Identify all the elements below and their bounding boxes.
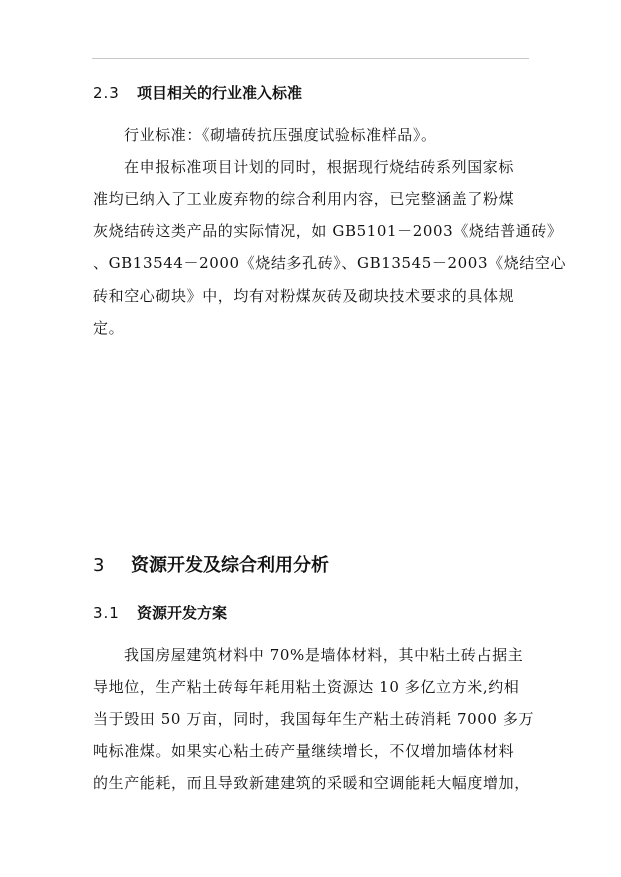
paragraph-line: 定。 — [93, 319, 125, 337]
chapter-3-number: 3 — [93, 555, 105, 576]
section-3-1-title: 资源开发方案 — [137, 604, 228, 622]
paragraph-line: 准均已纳入了工业废弃物的综合利用内容，已完整涵盖了粉煤 — [93, 190, 515, 208]
paragraph-line: 我国房屋建筑材料中 70%是墙体材料，其中粘土砖占据主 — [124, 646, 524, 664]
section-3-1-heading — [93, 602, 227, 623]
header-rule — [92, 58, 529, 59]
chapter-3-heading — [93, 551, 329, 577]
paragraph-line: 灰烧结砖这类产品的实际情况，如 GB5101－2003《烧结普通砖》 — [93, 222, 563, 240]
section-3-1-number: 3.1 — [93, 604, 120, 622]
section-2-3-title: 项目相关的行业准入标准 — [137, 84, 303, 102]
chapter-3-title: 资源开发及综合利用分析 — [131, 555, 329, 576]
paragraph-line: 吨标准煤。如果实心粘土砖产量继续增长，不仅增加墙体材料 — [93, 742, 515, 760]
paragraph-line: 行业标准：《砌墙砖抗压强度试验标准样品》。 — [124, 126, 437, 144]
paragraph-line: 当于毁田 50 万亩，同时，我国每年生产粘土砖消耗 7000 多万 — [93, 710, 535, 728]
paragraph-line: 的生产能耗，而且导致新建建筑的采暖和空调能耗大幅度增加， — [93, 774, 530, 792]
paragraph-line: 导地位，生产粘土砖每年耗用粘土资源达 10 多亿立方米,约相 — [93, 678, 520, 696]
paragraph-line: 、GB13544－2000《烧结多孔砖》、GB13545－2003《烧结空心 — [93, 254, 567, 272]
paragraph-line: 砖和空心砌块》中，均有对粉煤灰砖及砌块技术要求的具体规 — [93, 287, 515, 305]
paragraph-line: 在申报标准项目计划的同时，根据现行烧结砖系列国家标 — [124, 158, 515, 176]
section-2-3-heading — [93, 82, 302, 103]
section-2-3-number: 2.3 — [93, 84, 120, 102]
